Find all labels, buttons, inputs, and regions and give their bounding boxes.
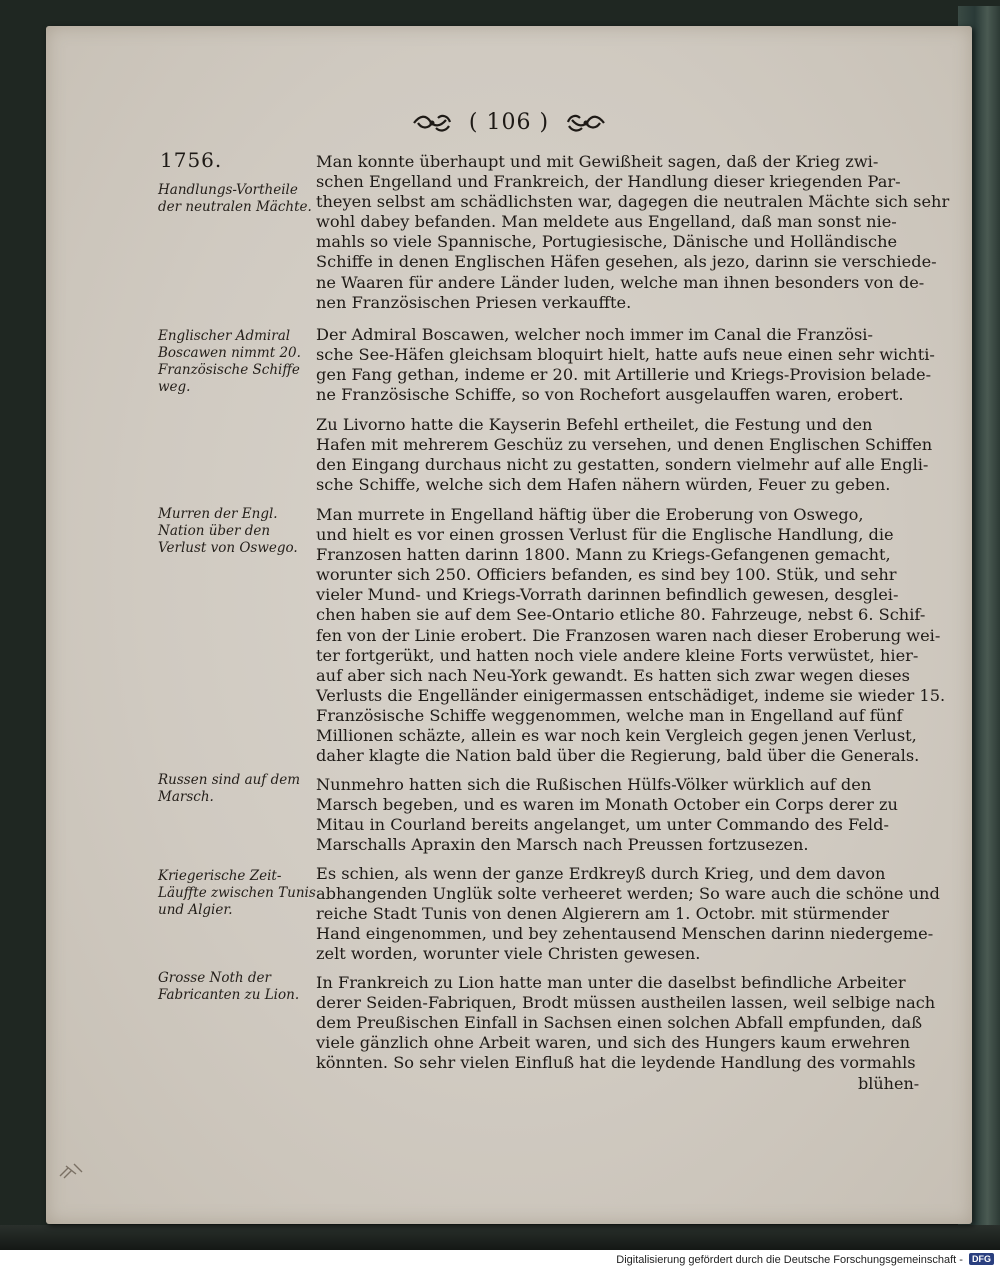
paragraph-oswego: Man murrete in Engelland häftig über die Eroberung von Oswego, und hielt es vor einen grossen Verlust für die Englische Handlung, die Franzosen hatten darinn 1800. Mann zu Kriegs-Gefangenen gemacht, worunter sich 250. Officiers befanden, es sind bey 100. Stük, und sehr vieler Mund- und Kriegs-Vorrath darinnen befindlich gewesen, desglei- chen haben sie auf dem See-Ontario etliche 80. Fahrzeuge, nebst 6. Schif- fen von der Linie erobert. Die Franzosen waren nach dieser Eroberung wei- ter fortgerükt, und hatten noch viele andere kleine Forts verwüstet, hier- auf aber sich nach Neu-York gewandt. Es hatten sich zwar wegen dieses Verlusts die Engelländer einigermassen entschädiget, indeme sie wieder 15. Französische Schiffe weggenommen, welche man in Engelland auf fünf Millionen schäzte, allein es war noch kein Vergleich gegen jenen Verlust, daher klagte die Nation bald über die Regierung, bald über die Generals. [316,505,946,766]
sidenote-russians: Russen sind auf dem Marsch. [158,772,301,805]
sidenote-tunis-algier: Kriegerische Zeit-Läuffte zwischen Tunis und Algier. [158,868,316,918]
paragraph-russians: Nunmehro hatten sich die Rußischen Hülfs-Völker würklich auf den Marsch begeben, und es waren im Monath October ein Corps derer zu Mitau in Courland bereits angelanget, um unter Commando des Feld- Marschalls Apraxin den Marsch nach Preussen fortzusezen. [316,775,898,855]
page-header [46,110,972,135]
page-number: ( 106 ) [468,110,550,135]
ink-blot-icon [56,1158,90,1184]
scan-background [0,1225,1000,1250]
footer-credit: Digitalisierung gefördert durch die Deutsche Forschungsgemeinschaft - [616,1254,963,1266]
footer-bar [0,1250,1000,1271]
paragraph-neutral-trade: Man konnte überhaupt und mit Gewißheit sagen, daß der Krieg zwi- schen Engelland und Frankreich, der Handlung dieser kriegenden Par- theyen selbst am schädlichsten war, dagegen die neutralen Mächte sich sehr wohl dabey befanden. Man meldete aus Engelland, daß man sonst nie- mahls so viele Spannische, Portugiesische, Dänische und Holländische Schiffe in denen Englischen Häfen gesehen, als jezo, darinn sie verschiede- ne Waaren für andere Länder luden, welche man ihnen besonders von de- nen Französischen Priesen verkauffte. [316,152,950,312]
sidenote-boscawen: Englischer Admiral Boscawen nimmt 20. Französische Schiffe weg. [158,328,301,395]
catchword: blühen- [858,1074,920,1093]
dfg-logo: DFG [969,1253,994,1265]
ornament-left-icon [412,112,452,134]
paragraph-tunis: Es schien, als wenn der ganze Erdkreyß durch Krieg, und dem davon abhangenden Unglük solte verheeret werden; So ware auch die schöne und reiche Stadt Tunis von denen Algierern am 1. Octobr. mit stürmender Hand eingenommen, und bey zehentausend Menschen darinn niedergeme- zelt worden, worunter viele Christen gewesen. [316,864,940,964]
paragraph-boscawen: Der Admiral Boscawen, welcher noch immer im Canal die Französi- sche See-Häfen gleichsam bloquirt hielt, hatte aufs neue einen sehr wichti- gen Fang gethan, indeme er 20. mit Artillerie und Kriegs-Provision belade- ne Französische Schiffe, so von Rochefort ausgelauffen waren, erobert. [316,325,935,405]
paragraph-lion: In Frankreich zu Lion hatte man unter die daselbst befindliche Arbeiter derer Seiden-Fabriquen, Brodt müssen austheilen lassen, weil selbige nach dem Preußischen Einfall in Sachsen einen solchen Abfall empfunden, daß viele gänzlich ohne Arbeit waren, und sich des Hungers kaum erwehren könnten. So sehr vielen Einfluß hat die leydende Handlung des vormahls [316,973,936,1073]
year-marker: 1756. [160,148,223,172]
paragraph-livorno: Zu Livorno hatte die Kayserin Befehl ertheilet, die Festung und den Hafen mit mehrerem Geschüz zu versehen, und denen Englischen Schiffen den Eingang durchaus nicht zu gestatten, sondern vielmehr auf alle Engli- sche Schiffe, welche sich dem Hafen nähern würden, Feuer zu geben. [316,415,933,495]
sidenote-oswego: Murren der Engl. Nation über den Verlust von Oswego. [158,506,298,556]
sidenote-lion: Grosse Noth der Fabricanten zu Lion. [158,970,300,1003]
sidenote-neutral-powers: Handlungs-Vortheile der neutralen Mächte. [158,182,312,215]
ornament-right-icon [566,112,606,134]
